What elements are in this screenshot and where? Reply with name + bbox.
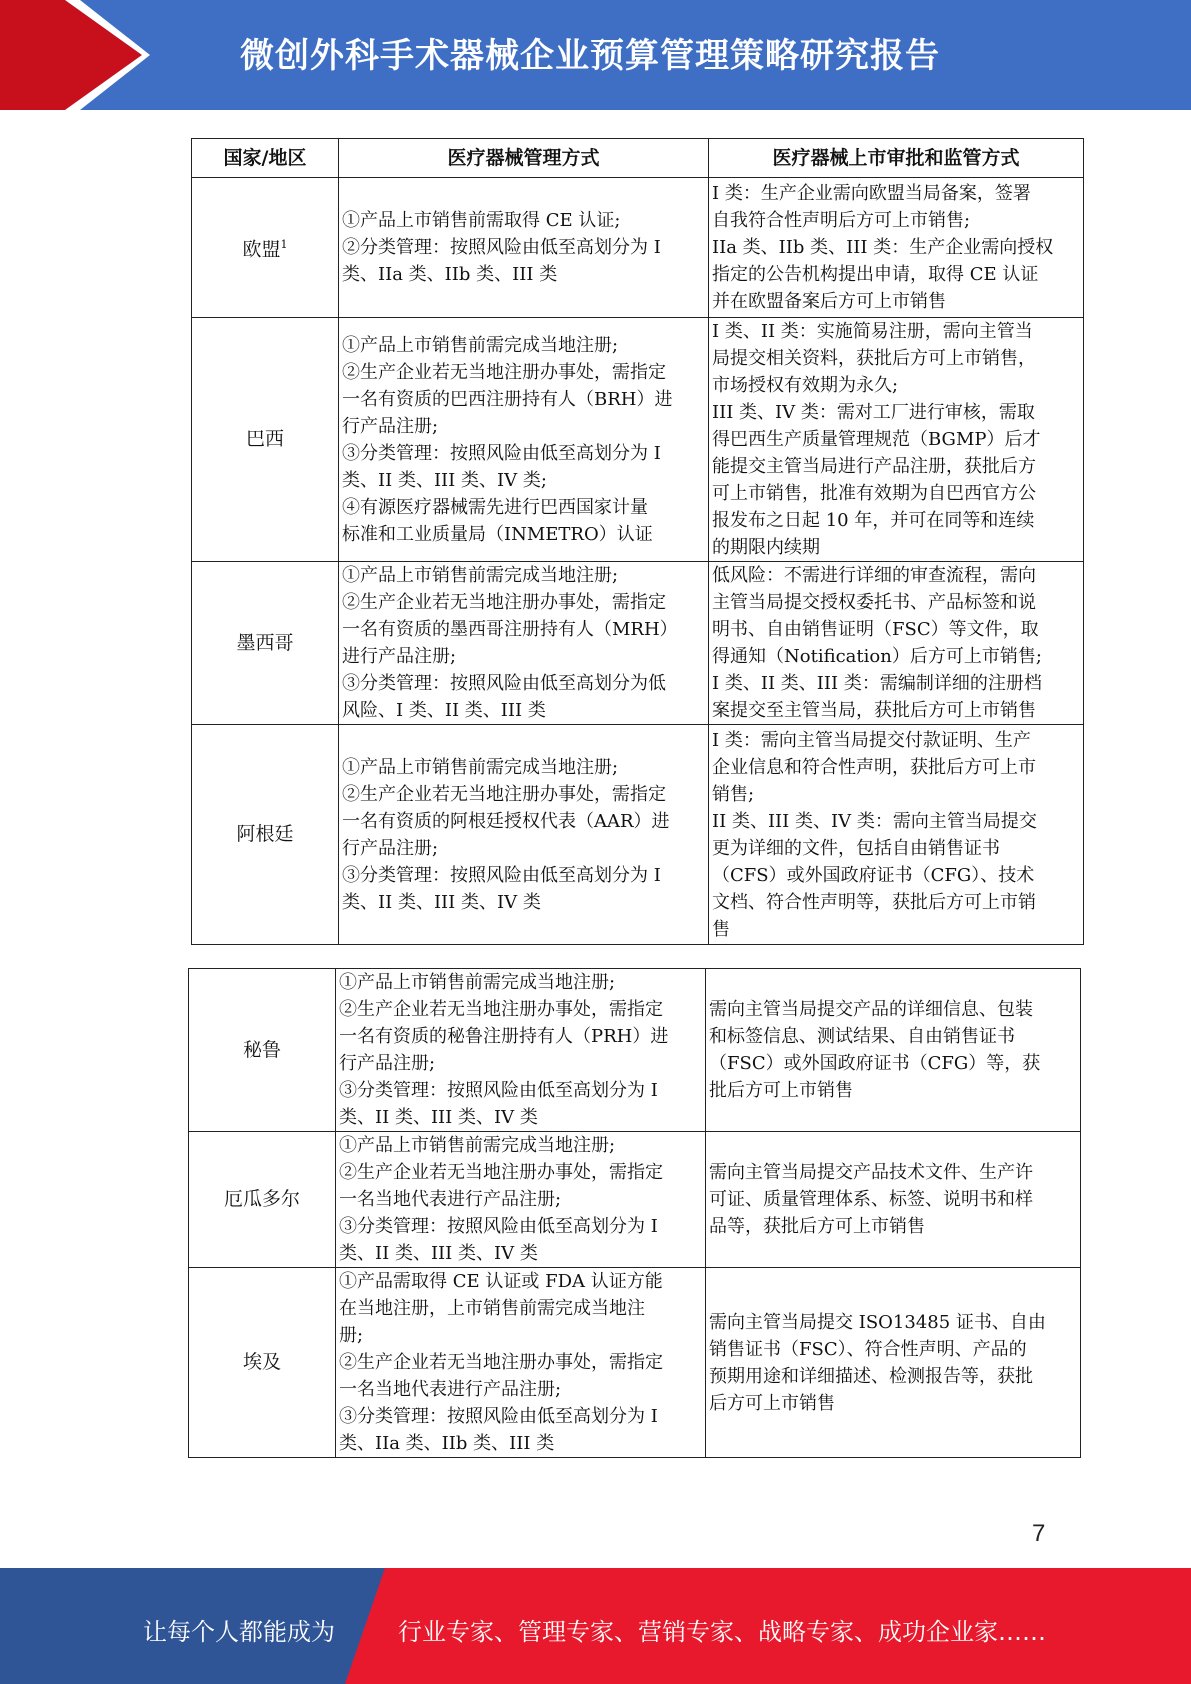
management-text-line: ③分类管理：按照风险由低至高划分为 I xyxy=(339,1406,658,1427)
approval-text-line: 批后方可上市销售 xyxy=(709,1080,853,1101)
approval-text-line: 市场授权有效期为永久; xyxy=(712,375,899,396)
approval-text-line: 销售证书（FSC）、符合性声明、产品的 xyxy=(709,1338,1027,1360)
management-text-line: 一名有资质的秘鲁注册持有人（PRH）进 xyxy=(339,1026,669,1047)
management-text-line: 一名当地代表进行产品注册; xyxy=(339,1379,562,1400)
approval-text-line: 需向主管当局提交产品的详细信息、包装 xyxy=(709,999,1033,1020)
management-text-line: ①产品上市销售前需完成当地注册; xyxy=(339,972,616,993)
management-text-line: 一名有资质的巴西注册持有人（BRH）进 xyxy=(342,388,673,410)
country-cell xyxy=(189,969,336,1132)
management-text-line: ②生产企业若无当地注册办事处，需指定 xyxy=(342,361,666,383)
country-cell xyxy=(189,1132,336,1268)
management-text-line: ②生产企业若无当地注册办事处，需指定 xyxy=(339,1352,663,1373)
approval-text-line: （FSC）或外国政府证书（CFG）等，获 xyxy=(709,1053,1041,1074)
approval-text-line: 指定的公告机构提出申请，取得 CE 认证 xyxy=(712,264,1039,285)
management-text-line: 一名当地代表进行产品注册; xyxy=(339,1189,562,1210)
country-cell xyxy=(192,178,339,318)
table-header-row xyxy=(192,139,1084,178)
page-number: 7 xyxy=(1032,1520,1046,1547)
approval-cell xyxy=(706,1268,1081,1458)
table-row xyxy=(189,1132,1081,1268)
approval-text-line: 可上市销售，批准有效期为自巴西官方公 xyxy=(712,483,1036,504)
approval-text-line: 需向主管当局提交 ISO13485 证书、自由 xyxy=(709,1311,1046,1333)
management-cell xyxy=(339,318,709,562)
footer-slogan-left: 让每个人都能成为 xyxy=(143,1618,335,1646)
management-text-line: ②生产企业若无当地注册办事处，需指定 xyxy=(339,1162,663,1183)
approval-text-line: 得巴西生产质量管理规范（BGMP）后才 xyxy=(712,429,1041,450)
management-cell xyxy=(339,562,709,725)
approval-text-line: 需向主管当局提交产品技术文件、生产许 xyxy=(709,1162,1033,1183)
approval-text-line: 报发布之日起 10 年，并可在同等和连续 xyxy=(712,510,1035,531)
approval-text-line: 低风险：不需进行详细的审查流程，需向 xyxy=(712,565,1036,586)
management-text-line: 标准和工业质量局（INMETRO）认证 xyxy=(342,523,653,545)
report-title: 微创外科手术器械企业预算管理策略研究报告 xyxy=(240,36,940,76)
approval-text-line: 得通知（Notification）后方可上市销售; xyxy=(712,646,1042,667)
management-text-line: ①产品需取得 CE 认证或 FDA 认证方能 xyxy=(339,1271,663,1292)
approval-text-line: 文档、符合性声明等，获批后方可上市销 xyxy=(712,891,1036,913)
management-cell xyxy=(339,725,709,945)
approval-text-line: 明书、自由销售证明（FSC）等文件，取 xyxy=(712,619,1039,640)
regulation-table-part-1 xyxy=(191,138,1084,945)
country-name: 埃及 xyxy=(242,1351,281,1373)
approval-text-line: I 类：需向主管当局提交付款证明、生产 xyxy=(712,729,1031,751)
country-name: 秘鲁 xyxy=(242,1038,281,1061)
country-cell xyxy=(189,1268,336,1458)
management-text-line: 一名有资质的墨西哥注册持有人（MRH） xyxy=(342,619,678,640)
management-text-line: 行产品注册; xyxy=(342,415,439,437)
table-row xyxy=(189,1268,1081,1458)
management-cell xyxy=(339,178,709,318)
approval-text-line: 案提交至主管当局，获批后方可上市销售 xyxy=(712,700,1036,721)
country-cell xyxy=(192,318,339,562)
country-name: 厄瓜多尔 xyxy=(223,1188,300,1210)
approval-text-line: （CFS）或外国政府证书（CFG）、技术 xyxy=(712,864,1035,886)
approval-text-line: 主管当局提交授权委托书、产品标签和说 xyxy=(712,592,1036,613)
country-name: 欧盟 xyxy=(242,238,281,261)
management-text-line: ②分类管理：按照风险由低至高划分为 I xyxy=(342,237,661,258)
management-text-line: ①产品上市销售前需完成当地注册; xyxy=(342,756,619,778)
management-text-line: ②生产企业若无当地注册办事处，需指定 xyxy=(342,783,666,805)
management-text-line: ③分类管理：按照风险由低至高划分为 I xyxy=(339,1080,658,1101)
country-cell xyxy=(192,562,339,725)
management-text-line: ①产品上市销售前需完成当地注册; xyxy=(342,565,619,586)
approval-text-line: 预期用途和详细描述、检测报告等，获批 xyxy=(709,1365,1033,1387)
management-text-line: ④有源医疗器械需先进行巴西国家计量 xyxy=(342,496,648,518)
regulation-table-part-2 xyxy=(188,968,1081,1458)
column-header-country: 国家/地区 xyxy=(192,139,339,178)
management-text-line: ③分类管理：按照风险由低至高划分为 I xyxy=(342,442,661,464)
table-row xyxy=(192,178,1084,318)
footer-slogan-right: 行业专家、管理专家、营销专家、战略专家、成功企业家…… xyxy=(398,1618,1046,1646)
approval-text-line: 自我符合性声明后方可上市销售; xyxy=(712,210,971,231)
management-text-line: 行产品注册; xyxy=(342,837,439,859)
approval-text-line: 能提交主管当局进行产品注册，获批后方 xyxy=(712,456,1036,477)
management-text-line: ②生产企业若无当地注册办事处，需指定 xyxy=(342,592,666,613)
approval-cell xyxy=(709,725,1084,945)
approval-text-line: III 类、IV 类：需对工厂进行审核，需取 xyxy=(712,402,1035,423)
management-text-line: 一名有资质的阿根廷授权代表（AAR）进 xyxy=(342,810,670,832)
country-name: 阿根廷 xyxy=(236,823,294,845)
management-cell xyxy=(336,1268,706,1458)
approval-text-line: IIa 类、IIb 类、III 类：生产企业需向授权 xyxy=(712,237,1054,258)
management-text-line: 类、II 类、III 类、IV 类 xyxy=(339,1243,538,1264)
approval-text-line: 品等，获批后方可上市销售 xyxy=(709,1216,925,1237)
management-text-line: ③分类管理：按照风险由低至高划分为低 xyxy=(342,673,666,694)
approval-text-line: II 类、III 类、IV 类：需向主管当局提交 xyxy=(712,810,1037,832)
approval-text-line: 销售; xyxy=(712,783,755,805)
approval-cell xyxy=(709,178,1084,318)
approval-text-line: 局提交相关资料，获批后方可上市销售， xyxy=(712,348,1036,369)
footnote-marker: 1 xyxy=(280,238,288,252)
management-text-line: 册; xyxy=(339,1325,364,1346)
table-row xyxy=(192,562,1084,725)
management-text-line: 类、II 类、III 类、IV 类 xyxy=(339,1107,538,1128)
approval-text-line: 后方可上市销售 xyxy=(709,1392,835,1414)
management-text-line: 风险、I 类、II 类、III 类 xyxy=(342,700,546,721)
table-row xyxy=(192,725,1084,945)
approval-text-line: I 类：生产企业需向欧盟当局备案，签署 xyxy=(712,183,1031,204)
approval-text-line: 并在欧盟备案后方可上市销售 xyxy=(712,291,946,312)
approval-cell xyxy=(709,318,1084,562)
table-row xyxy=(192,318,1084,562)
approval-cell xyxy=(706,969,1081,1132)
approval-text-line: 售 xyxy=(712,918,730,940)
header-red-chevron xyxy=(0,0,160,110)
management-text-line: ③分类管理：按照风险由低至高划分为 I xyxy=(342,864,661,886)
header-banner xyxy=(0,0,1191,110)
approval-text-line: 可证、质量管理体系、标签、说明书和样 xyxy=(709,1189,1033,1210)
management-text-line: ①产品上市销售前需取得 CE 认证; xyxy=(342,210,621,231)
approval-text-line: 企业信息和符合性声明，获批后方可上市 xyxy=(712,756,1036,778)
approval-text-line: 的期限内续期 xyxy=(712,537,820,558)
management-text-line: 在当地注册，上市销售前需完成当地注 xyxy=(339,1298,645,1319)
management-text-line: 进行产品注册; xyxy=(342,646,457,667)
management-text-line: 行产品注册; xyxy=(339,1053,436,1074)
country-name: 巴西 xyxy=(245,428,284,450)
approval-cell xyxy=(706,1132,1081,1268)
approval-text-line: I 类、II 类、III 类：需编制详细的注册档 xyxy=(712,673,1042,694)
management-text-line: ①产品上市销售前需完成当地注册; xyxy=(342,334,619,356)
management-text-line: ②生产企业若无当地注册办事处，需指定 xyxy=(339,999,663,1020)
approval-text-line: 和标签信息、测试结果、自由销售证书 xyxy=(709,1026,1015,1047)
column-header-approval: 医疗器械上市审批和监管方式 xyxy=(709,139,1084,178)
management-text-line: 类、II 类、III 类、IV 类; xyxy=(342,469,547,491)
management-text-line: ①产品上市销售前需完成当地注册; xyxy=(339,1135,616,1156)
table-row xyxy=(189,969,1081,1132)
approval-text-line: I 类、II 类：实施简易注册，需向主管当 xyxy=(712,321,1033,342)
country-name: 墨西哥 xyxy=(236,631,294,654)
management-text-line: ③分类管理：按照风险由低至高划分为 I xyxy=(339,1216,658,1237)
management-cell xyxy=(336,969,706,1132)
country-cell xyxy=(192,725,339,945)
management-cell xyxy=(336,1132,706,1268)
column-header-management: 医疗器械管理方式 xyxy=(339,139,709,178)
management-text-line: 类、IIa 类、IIb 类、III 类 xyxy=(342,264,558,285)
approval-text-line: 更为详细的文件，包括自由销售证书 xyxy=(712,837,1000,859)
management-text-line: 类、IIa 类、IIb 类、III 类 xyxy=(339,1433,555,1454)
management-text-line: 类、II 类、III 类、IV 类 xyxy=(342,891,541,913)
approval-cell xyxy=(709,562,1084,725)
